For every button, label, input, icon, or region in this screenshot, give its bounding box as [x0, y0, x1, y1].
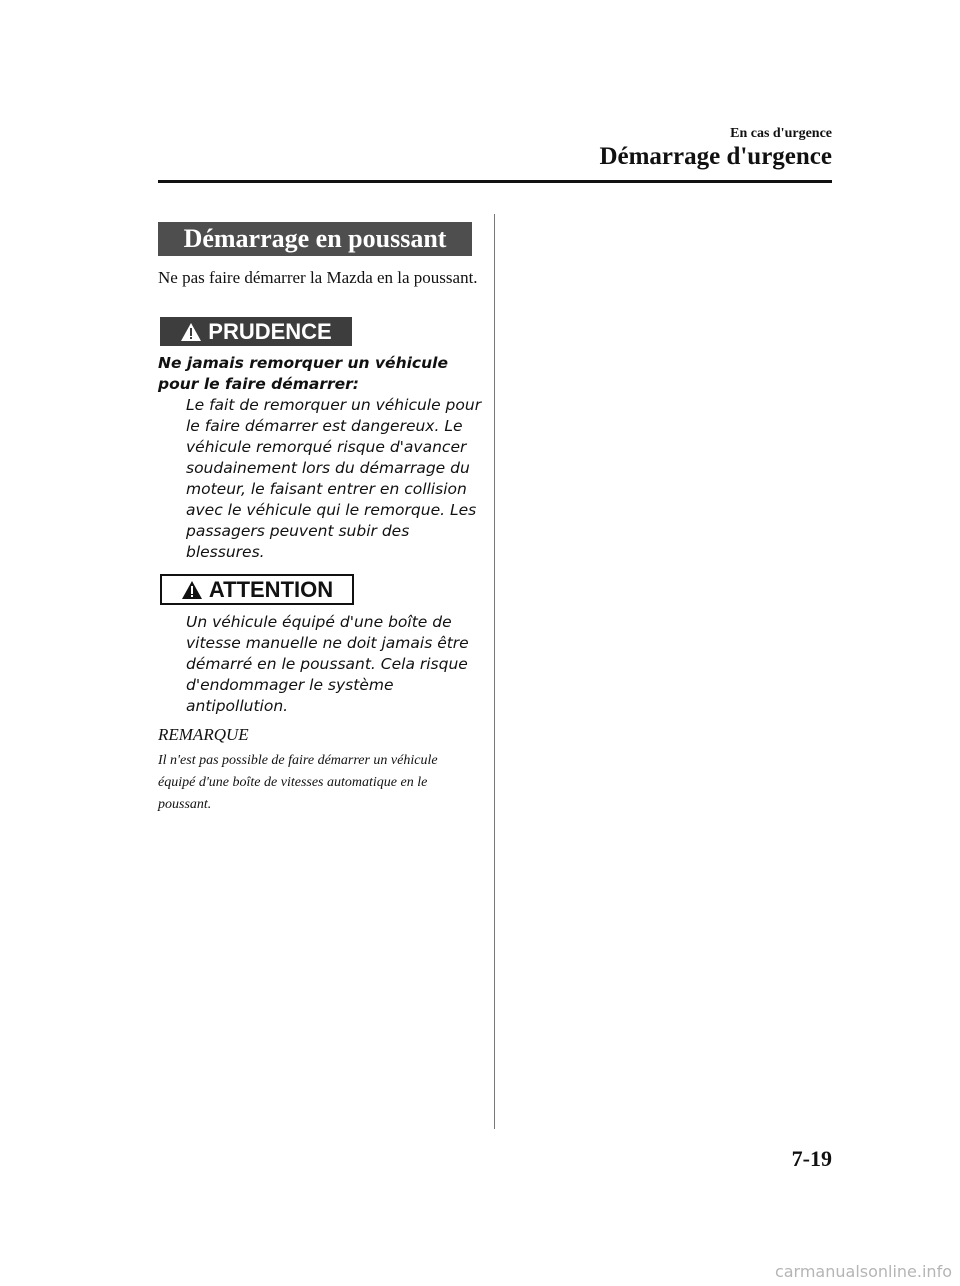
warning-icon: [181, 580, 203, 600]
chapter-title: En cas d'urgence: [730, 126, 832, 141]
note-body: Il n'est pas possible de faire démarrer un véhicule équipé d'une boîte de vitesses automatique en le poussant.: [158, 753, 438, 812]
prudence-label-text: PRUDENCE: [208, 318, 332, 344]
prudence-body: Le fait de remorquer un véhicule pour le faire démarrer est dangereux. Le véhicule remorqué risque d'avancer soudainement lors du démarrage du moteur, le faisant entrer en collision avec le véhicule qui le remorque. Les passagers peuvent subir des blessures.: [186, 396, 482, 561]
watermark: carmanualsonline.info: [774, 1262, 952, 1281]
warning-icon: [180, 322, 202, 342]
attention-label-text: ATTENTION: [208, 576, 334, 602]
prudence-label: [160, 317, 352, 346]
attention-body: Un véhicule équipé d'une boîte de vitesse manuelle ne doit jamais être démarré en le poussant. Cela risque d'endommager le système antipollution.: [186, 613, 469, 715]
section-title: Démarrage d'urgence: [599, 143, 832, 170]
page-number: 7-19: [791, 1146, 832, 1171]
intro-paragraph: Ne pas faire démarrer la Mazda en la poussant.: [158, 268, 478, 287]
attention-label: [160, 574, 354, 605]
header-divider: [158, 180, 832, 183]
section-heading: Démarrage en poussant: [158, 222, 472, 256]
prudence-lead: Ne jamais remorquer un véhicule pour le faire démarrer:: [158, 354, 448, 393]
column-divider: [494, 214, 495, 1129]
note-title: REMARQUE: [158, 725, 249, 744]
